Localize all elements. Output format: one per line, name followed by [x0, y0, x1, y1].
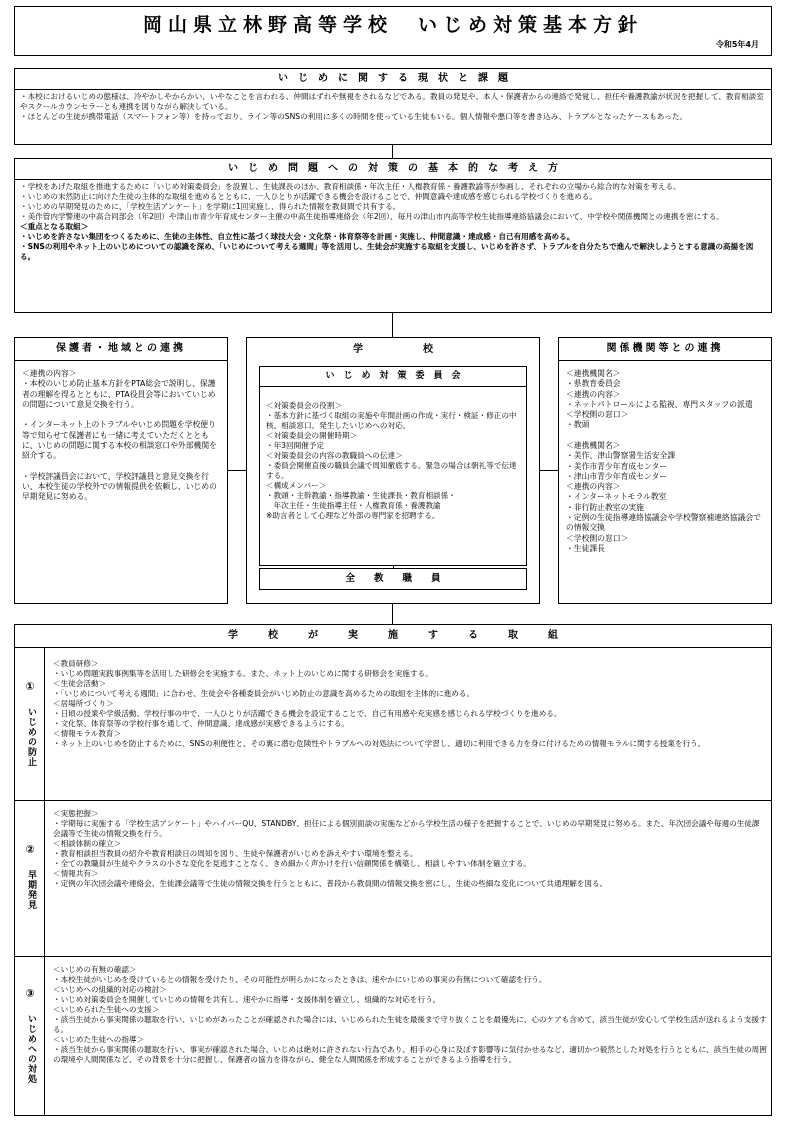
- section-text: ＜教員研修＞ ・いじめ問題実践事例集等を活用した研修会を実施する。また、ネット上のいじめに関する研修会を実施する。 ＜生徒会活動＞ ・「いじめについて考える週間」に合わせ、生徒会や各種委員会がいじめ防止の意識を高めるための取組を主体的に進める。 ＜居場所づくり＞ ・日頃の授業や学級活動、学校行事の中で、一人ひとりが活躍できる機会を設定することで、自己有用感や充実感を感じられる学校づくりを進める。 ・文化祭、体育祭等の学校行事を通して、仲間意識、達成感が実感できるようにする。 ＜情報モラル教育＞ ・ネット上のいじめを防止するために、SNSの利便性と、その裏に潜む危険性やトラブルへの対処法について学習し、適切に利用できる力を身に付けるための情報モラルに関する授業を行う。: [53, 659, 706, 749]
- section-divider: [44, 956, 45, 1116]
- connector: [540, 470, 558, 471]
- page-title: 岡山県立林野高等学校 いじめ対策基本方針: [142, 14, 643, 36]
- policy-heading: い じ め 問 題 へ の 対 策 の 基 本 的 な 考 え 方: [14, 158, 772, 180]
- date-label: 令和5年4月: [715, 40, 759, 49]
- actions-heading: 学 校 が 実 施 す る 取 組: [14, 624, 772, 648]
- agencies-body: ＜連携機関名＞ ・県教育委員会 ＜連携の内容＞ ・ネットパトロールによる監視、専門スタッフの派遣 ＜学校側の窓口＞ ・教頭 ＜連携機関名＞ ・美作、津山警察署生活安全課 ・美作市青少年育成センター ・津山市青少年育成センター ＜連携の内容＞ ・インターネットモラル教室 ・非行防止教室の実施 ・定例の生徒指導連絡協議会や学校警察補連絡協議会での情報交換 ＜学校側の窓口＞ ・生徒課長: [558, 360, 772, 604]
- action-section-prevention: [14, 647, 772, 801]
- section-text: ＜いじめの有無の確認＞ ・本校生徒がいじめを受けているとの情報を受けたり、その可能性が明らかになったときは、速やかにいじめの事実の有無について確認を行う。 ＜いじめへの組織的対応の検討＞ ・いじめ対策委員会を開催していじめの情報を共有し、速やかに指導・支援体制を確立し、組織的な対応を行う。 ＜いじめられた生徒への支援＞ ・該当生徒から事実関係の聴取を行い、いじめがあったことが確認された場合には、いじめられた生徒を最後まで守り抜くことを最優先に、心のケアも含めて、該当生徒が安心して学校生活が送れるよう支援する。 ＜いじめた生徒への指導＞ ・該当生徒から事実関係の聴取を行い、事実が確認された場合、いじめは絶対に許されない行為であり、相手の心身に及ぼす影響等に気付かせるなど、適切かつ毅然とした対処を行うとともに、該当生徒の周囲の環境や人間関係など、その背景を十分に把握し、保護者の協力を得ながら、健全な人間関係を形成することができるよう指導を行う。: [53, 965, 767, 1065]
- section-title: いじめへの対処: [25, 1013, 36, 1084]
- policy-line: ・学校をあげた取組を推進するために「いじめ対策委員会」を設置し、生徒課長のほか、教育相談係・年次主任・人権教育係・養護教諭等が参画し、それぞれの立場から総合的な対策を考える。: [20, 182, 681, 191]
- section-divider: [44, 647, 45, 801]
- focus-line: ・いじめを許さない集団をつくるために、生徒の主体性、自立性に基づく球技大会・文化祭・体育祭等を計画・実施し、仲間意識・達成感・自己有用感を高める。: [20, 232, 575, 242]
- section-label: [15, 987, 45, 1084]
- guardians-heading: 保護者・地域との連携: [14, 337, 228, 361]
- action-section-response: [14, 956, 772, 1116]
- connector: [228, 470, 246, 471]
- section-text: ＜実態把握＞ ・学期毎に実施する「学校生活アンケート」やハイパーQU、STANDBY、担任による個別面談の実施などから学校生活の様子を把握することで、いじめの早期発見に努める。また、年次団会議や毎週の生徒課会議等で生徒の情報交換を行う。 ＜相談体制の確立＞ ・教育相談担当教員の紹介や教育相談日の周知を図り、生徒や保護者がいじめを訴えやすい環境を整える。 ・全ての教職員が生徒やクラスの小さな変化を見逃すことなく、きめ細かく声かけを行い信頼関係を構築し、相談しやすい体制を確立する。 ＜情報共有＞ ・定例の年次団会議や連絡会、生徒課会議等で生徒の情報交換を行うとともに、普段から教員間の情報交換を密にし、生徒の些細な変化について共通理解を図る。: [53, 809, 760, 889]
- policy-line: ・いじめの早期発見のために、「学校生活アンケート」を学期に1回実施し、得られた情報を教員間で共有する。: [20, 202, 401, 212]
- status-line: ・本校におけるいじめの態様は、冷やかしやからかい、いやなことを言われる、仲間はずれや無視をされるなどである。教員の発見や、本人・保護者からの連絡で発覚し、担任や養護教諭が状況を把握して、教育相談室やスクールカウンセラーとも連携を図りながら解決している。: [20, 92, 764, 112]
- agencies-heading: 関係機関等との連携: [558, 337, 772, 361]
- committee-heading: い じ め 対 策 委 員 会: [260, 367, 526, 387]
- connector: [392, 604, 393, 624]
- connector: [392, 313, 393, 337]
- school-box: [246, 337, 540, 604]
- policy-line: ・いじめの未然防止に向けた生徒の主体的な取組を進めるとともに、一人ひとりが活躍できる機会を設けることで、仲間意識や達成感を感じられる学校づくりを進める。: [20, 192, 597, 202]
- policy-line: ・美作管内学警連の中高合同部会（年2回）や津山市青少年育成センター主催の中高生徒指導連絡会（年2回）、毎月の津山市内高等学校生徒指導連絡協議会において、中学校や関係機関との連携を密にする。: [20, 212, 725, 222]
- school-heading: 学 校: [353, 344, 433, 355]
- section-divider: [44, 800, 45, 957]
- status-body: [14, 89, 772, 145]
- section-label: [15, 843, 45, 910]
- policy-body: [14, 179, 772, 313]
- section-title: いじめの防止: [25, 706, 36, 767]
- action-section-detection: [14, 800, 772, 957]
- section-number: ①: [25, 680, 35, 693]
- section-number: ②: [25, 843, 35, 856]
- title-box: [14, 6, 772, 56]
- staff-heading: 全 教 職 員: [345, 572, 441, 584]
- section-title: 早期発見: [25, 869, 36, 910]
- committee-body: ＜対策委員会の役割＞ ・基本方針に基づく取組の実施や年間計画の作成・実行・検証・修正の中核、相談窓口、発生したいじめへの対応。 ＜対策委員会の開催時期＞ ・年3回開催予定 ＜対策委員会の内容の教職員への伝達＞ ・委員会開催直後の職員会議で周知徹底する。緊急の場合は朝礼等で伝達する。 ＜構成メンバー＞ ・教頭・主幹教諭・指導教諭・生徒課長・教育相談係・ 年次主任・生徒指導主任・人権教育係・養護教諭 ※助言者として心理など外部の専門家を招聘する。: [266, 401, 517, 521]
- guardians-body: ＜連携の内容＞ ・本校のいじめ防止基本方針をPTA総会で説明し、保護者の理解を得るとともに、PTA役員会等においていじめの問題について意見交換を行う。 ・インターネット上のトラブルやいじめ問題を学校便り等で知らせて保護者にも一緒に考えていただくとともに、いじめの問題に関する本校の相談窓口や外部機関を紹介する。 ・学校評議員会において、学校評議員と意見交換を行い、本校生徒の学校外での情報提供を依頼し、いじめの早期発見に努める。: [14, 360, 228, 604]
- section-number: ③: [25, 987, 35, 1000]
- status-line: ・ほとんどの生徒が携帯電話（スマートフォン等）を持っており、ライン等のSNSの利用に多くの時間を使っている生徒もいる。個人情報や悪口等を書き込み、トラブルとなったケースもあった。: [20, 112, 688, 122]
- focus-title: ＜重点となる取組＞: [20, 222, 89, 232]
- focus-line: ・SNSの利用やネット上のいじめについての認識を深め、「いじめについて考える週間」等を活用し、生徒会が実施する取組を支援し、いじめを許さず、トラブルを自分たちで進んで解決しようとする意識の高揚を図る。: [20, 242, 754, 262]
- staff-box: [259, 568, 527, 590]
- status-heading: い じ め に 関 す る 現 状 と 課 題: [14, 68, 772, 90]
- connector: [392, 145, 393, 158]
- section-label: [15, 680, 45, 767]
- committee-box: [259, 366, 527, 566]
